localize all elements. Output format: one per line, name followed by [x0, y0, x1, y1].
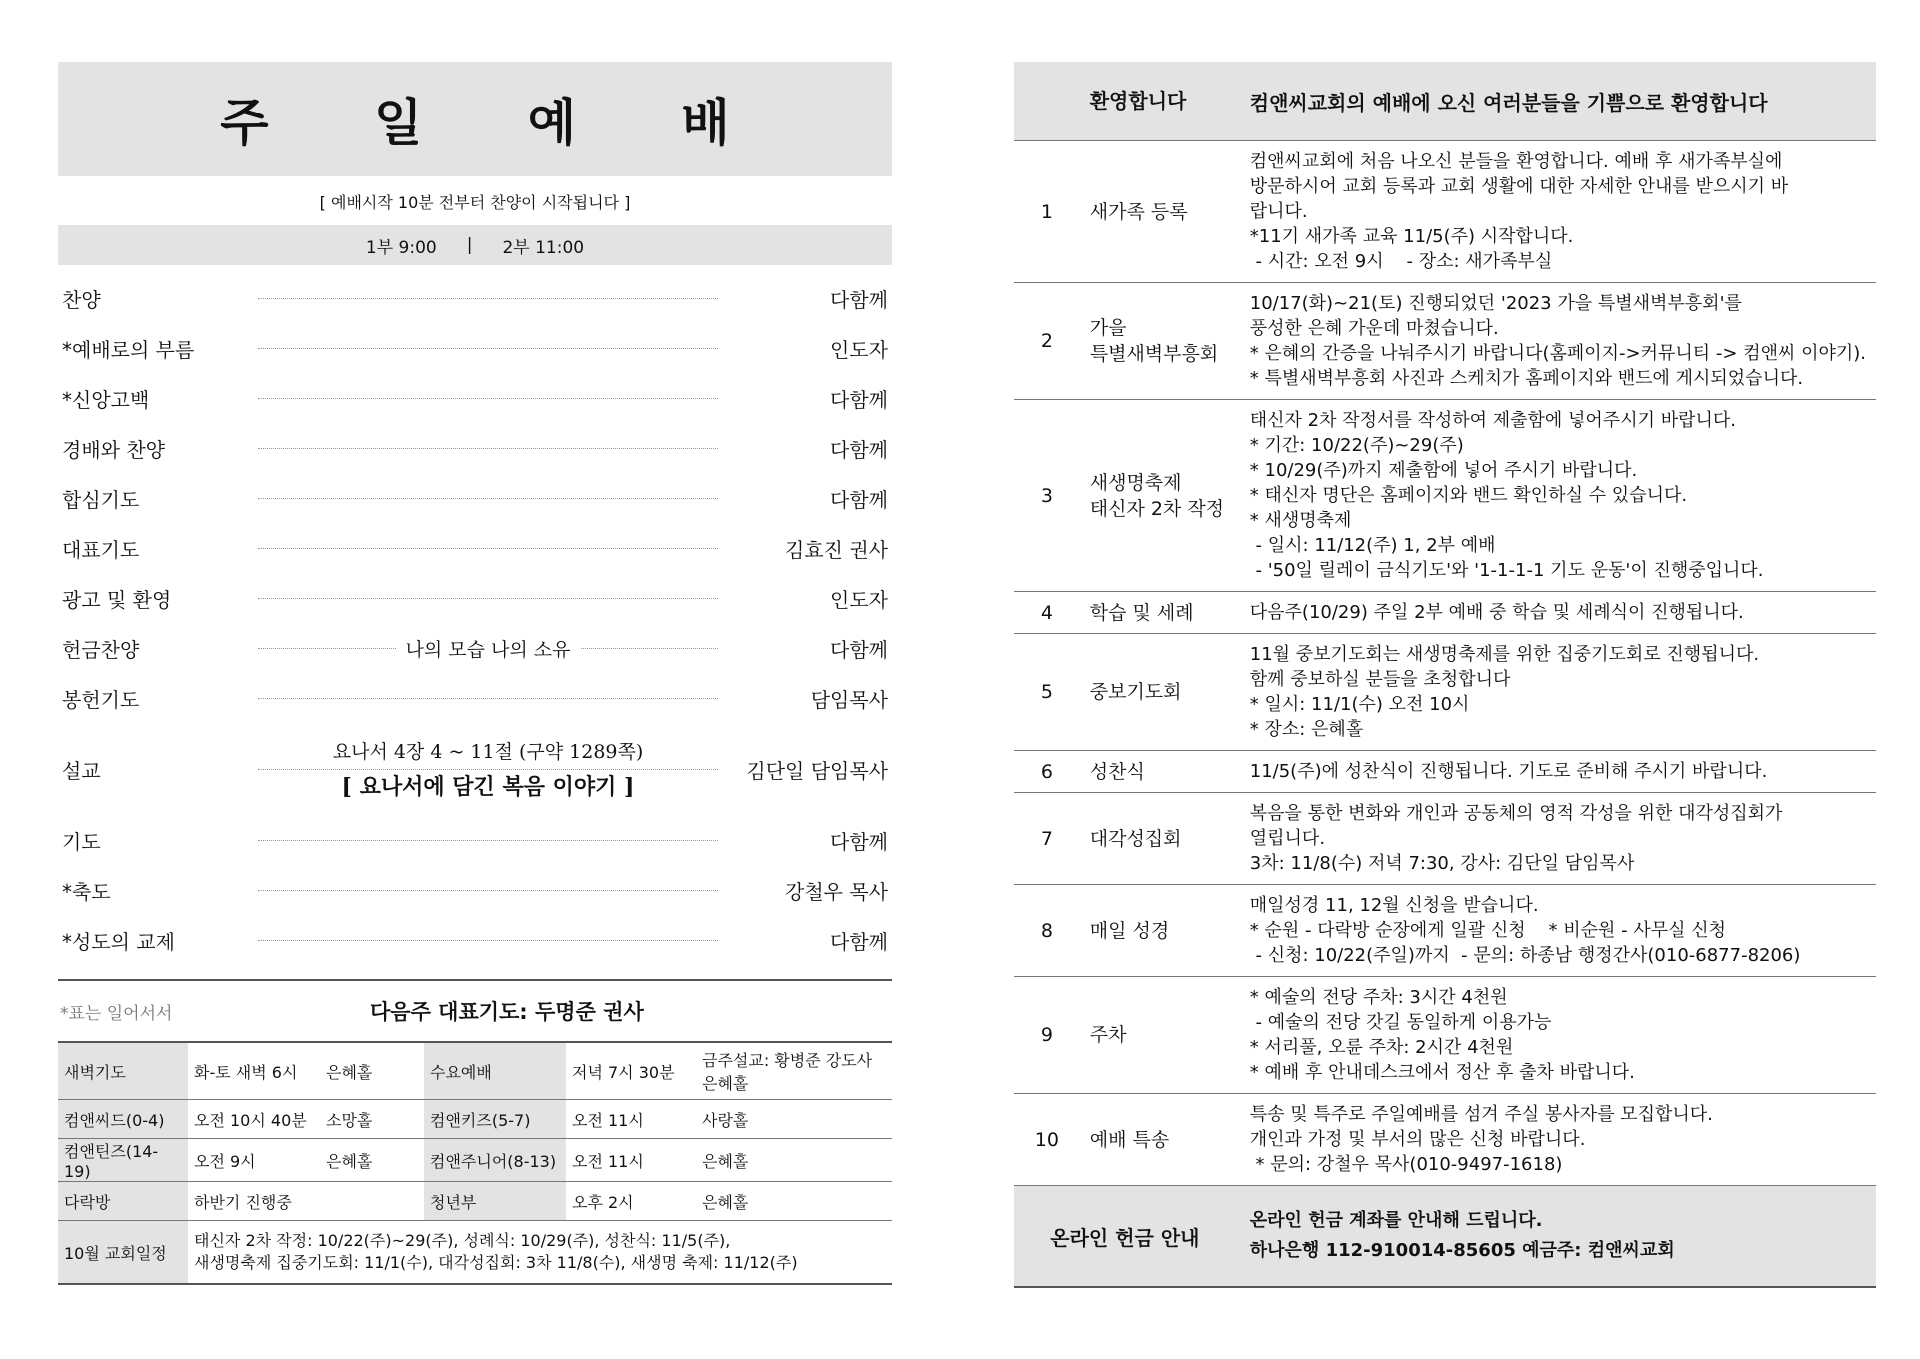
- schedule-row: [58, 1139, 892, 1182]
- announcement-row: [1014, 283, 1876, 400]
- schedule-cell: 다락방: [58, 1182, 188, 1221]
- announcement-title-line: 새가족 등록: [1089, 200, 1188, 223]
- order-item-name: *성도의 교제: [62, 929, 175, 954]
- order-item-name: 경배와 찬양: [62, 437, 165, 462]
- announcement-line: * 서리풀, 오륜 주차: 2시간 4천원: [1249, 1037, 1514, 1058]
- order-item-leader: 다함께: [830, 487, 888, 512]
- announcement-line: 10/17(화)~21(토) 진행되었던 '2023 가을 특별새벽부흥회'를: [1249, 293, 1742, 314]
- time-separator: |: [466, 235, 473, 255]
- order-item-leader: 인도자: [830, 587, 888, 612]
- service-time-1: 1부 9:00: [365, 237, 437, 258]
- order-item-leader: 인도자: [830, 337, 888, 362]
- announcement-line: *11기 새가족 교육 11/5(주) 시작합니다.: [1249, 226, 1574, 247]
- schedule-row: [58, 1182, 892, 1221]
- announcement-title: [1080, 283, 1236, 400]
- order-item-name: 헌금찬양: [62, 637, 140, 662]
- dotted-leader: [258, 915, 718, 965]
- announcement-title: [1080, 977, 1236, 1094]
- announcement-line: 11월 중보기도회는 새생명축제를 위한 집중기도회로 진행됩니다.: [1249, 644, 1760, 665]
- sermon-detail: [258, 723, 718, 815]
- announcement-title: [1080, 592, 1236, 634]
- announcement-line: - 신청: 10/22(주일)까지 - 문의: 하종남 행정간사(010-6877-8206): [1249, 945, 1801, 966]
- dotted-leader: [258, 865, 718, 915]
- order-item-leader: 다함께: [830, 387, 888, 412]
- schedule-cell: 은혜홀: [696, 1139, 892, 1182]
- announcement-body: [1236, 592, 1876, 634]
- online-offering-label: 온라인 헌금 안내: [1014, 1186, 1236, 1288]
- announcement-line: * 특별새벽부흥회 사진과 스케치가 홈페이지와 밴드에 게시되었습니다.: [1249, 368, 1804, 389]
- announcement-title-line: 새생명축제: [1089, 471, 1182, 494]
- schedule-cell: 오후 2시: [566, 1182, 696, 1221]
- schedule-cell: 사랑홀: [696, 1100, 892, 1139]
- order-item: [58, 623, 892, 673]
- welcome-message: 컴앤씨교회의 예배에 오신 여러분들을 기쁨으로 환영합니다: [1236, 62, 1876, 141]
- announcement-number: 4: [1014, 592, 1080, 634]
- order-item-leader: 다함께: [830, 437, 888, 462]
- weekly-schedule-table: [58, 1041, 892, 1285]
- announcement-body: [1236, 885, 1876, 977]
- announcements-table: [1014, 62, 1876, 1288]
- service-time-2: 2부 11:00: [502, 237, 585, 258]
- announcement-line: 다음주(10/29) 주일 2부 예배 중 학습 및 세례식이 진행됩니다.: [1249, 602, 1744, 623]
- order-item: [58, 523, 892, 573]
- schedule-cell: 컴앤주니어(8-13): [424, 1139, 566, 1182]
- dotted-leader: [258, 323, 718, 373]
- schedule-cell: 컴앤틴즈(14-19): [58, 1139, 188, 1182]
- announcement-title: [1080, 1094, 1236, 1186]
- announcement-row: [1014, 634, 1876, 751]
- sermon-label: 설교: [62, 758, 101, 783]
- dotted-leader: [258, 473, 718, 523]
- announcement-body: [1236, 977, 1876, 1094]
- announcement-line: 복음을 통한 변화와 개인과 공동체의 영적 각성을 위한 대각성집회가: [1249, 803, 1783, 824]
- announcement-row: [1014, 400, 1876, 592]
- dotted-leader: [258, 373, 718, 423]
- order-item-leader: 다함께: [830, 287, 888, 312]
- announcement-line: * 장소: 은혜홀: [1249, 719, 1364, 740]
- announcement-body: [1236, 141, 1876, 283]
- announcement-line: * 태신자 명단은 홈페이지와 밴드 확인하실 수 있습니다.: [1249, 485, 1688, 506]
- order-item: [58, 915, 892, 965]
- schedule-cell: 오전 9시: [188, 1139, 320, 1182]
- announcement-title-line: 대각성집회: [1089, 827, 1182, 850]
- welcome-label: 환영합니다: [1080, 62, 1236, 141]
- schedule-cell: 청년부: [424, 1182, 566, 1221]
- announcement-number: 7: [1014, 793, 1080, 885]
- announcement-row: [1014, 1094, 1876, 1186]
- order-item-leader: 다함께: [830, 637, 888, 662]
- order-item-name: 합심기도: [62, 487, 140, 512]
- announcements-header: [1014, 62, 1876, 141]
- announcement-title-line: 성찬식: [1089, 760, 1145, 783]
- dotted-leader: [258, 573, 718, 623]
- order-item-leader: 다함께: [830, 929, 888, 954]
- dotted-leader: [258, 623, 718, 673]
- order-item-name: 대표기도: [62, 537, 140, 562]
- dotted-leader: [258, 815, 718, 865]
- monthly-schedule-detail: [188, 1221, 892, 1285]
- worship-order-list: [58, 273, 892, 965]
- schedule-cell-line: 금주설교: 황병준 강도사: [702, 1051, 873, 1070]
- schedule-cell: 저녁 7시 30분: [566, 1042, 696, 1100]
- announcement-line: * 기간: 10/22(주)~29(주): [1249, 435, 1464, 456]
- announcement-line: 함께 중보하실 분들을 초청합니다: [1249, 669, 1511, 690]
- announcement-line: - 예술의 전당 갓길 동일하게 이용가능: [1249, 1012, 1552, 1033]
- announcement-line: 11/5(주)에 성찬식이 진행됩니다. 기도로 준비해 주시기 바랍니다.: [1249, 761, 1768, 782]
- announcement-body: [1236, 1094, 1876, 1186]
- sermon-row: [58, 723, 892, 815]
- announcement-number: 2: [1014, 283, 1080, 400]
- order-item-name: *신앙고백: [62, 387, 150, 412]
- announcement-number: 8: [1014, 885, 1080, 977]
- announcement-title: [1080, 751, 1236, 793]
- schedule-cell: 하반기 진행중: [188, 1182, 320, 1221]
- announcements-page: [1014, 62, 1876, 1288]
- announcement-body: [1236, 793, 1876, 885]
- page-title: 주 일 예 배: [220, 93, 774, 152]
- monthly-schedule-line: 새생명축제 집중기도회: 11/1(수), 대각성집회: 3차 11/8(수), 새생명 축제: 11/12(주): [194, 1253, 798, 1272]
- page-title-box: [58, 62, 892, 176]
- schedule-cell: [320, 1182, 424, 1221]
- announcement-row: [1014, 592, 1876, 634]
- announcement-title: [1080, 885, 1236, 977]
- order-item-name: *축도: [62, 879, 111, 904]
- schedule-cell: [696, 1042, 892, 1100]
- announcement-line: * 10/29(주)까지 제출함에 넣어 주시기 바랍니다.: [1249, 460, 1638, 481]
- order-item: [58, 423, 892, 473]
- announcement-title-line: 가을: [1089, 317, 1127, 339]
- next-week-prayer: 다음주 대표기도: 두명준 권사: [370, 1000, 644, 1024]
- order-item: [58, 473, 892, 523]
- announcement-row: [1014, 885, 1876, 977]
- worship-order-page: [58, 62, 892, 1285]
- announcement-line: 특송 및 특주로 주일예배를 섬겨 주실 봉사자를 모집합니다.: [1249, 1104, 1713, 1125]
- order-item: [58, 865, 892, 915]
- schedule-cell: 오전 11시: [566, 1100, 696, 1139]
- order-item-name: *예배로의 부름: [62, 337, 195, 362]
- schedule-row: [58, 1042, 892, 1100]
- schedule-cell: 은혜홀: [696, 1182, 892, 1221]
- announcement-title-line: 중보기도회: [1089, 681, 1182, 703]
- announcement-line: 태신자 2차 작정서를 작성하여 제출함에 넣어주시기 바랍니다.: [1249, 410, 1736, 431]
- bank-account: 하나은행 112-910014-85605 예금주: 컴앤씨교회: [1249, 1240, 1675, 1261]
- announcement-row: [1014, 141, 1876, 283]
- announcement-row: [1014, 977, 1876, 1094]
- monthly-schedule-label: 10월 교회일정: [58, 1221, 188, 1285]
- announcement-number: 6: [1014, 751, 1080, 793]
- online-offering-row: [1014, 1186, 1876, 1288]
- schedule-cell: 은혜홀: [320, 1139, 424, 1182]
- online-offering-line1: 온라인 헌금 계좌를 안내해 드립니다.: [1249, 1210, 1543, 1231]
- dotted-leader: [258, 523, 718, 573]
- announcement-line: * 예배 후 안내데스크에서 정산 후 출차 바랍니다.: [1249, 1062, 1635, 1083]
- order-item-detail: 나의 모습 나의 소유: [396, 635, 581, 662]
- announcement-line: * 순원 - 다락방 순장에게 일괄 신청 * 비순원 - 사무실 신청: [1249, 920, 1727, 941]
- announcement-line: - 일시: 11/12(주) 1, 2부 예배: [1249, 535, 1496, 556]
- announcement-title-line: 매일 성경: [1089, 919, 1170, 942]
- order-item-leader: 다함께: [830, 829, 888, 854]
- order-item-leader: 강철우 목사: [785, 879, 888, 904]
- announcement-title-line: 예배 특송: [1089, 1128, 1170, 1151]
- schedule-cell: 화-토 새벽 6시: [188, 1042, 320, 1100]
- announcement-line: * 새생명축제: [1249, 510, 1352, 531]
- order-item: [58, 273, 892, 323]
- service-times: [58, 225, 892, 265]
- announcement-line: 풍성한 은혜 가운데 마쳤습니다.: [1249, 318, 1499, 339]
- announcement-number: 10: [1014, 1094, 1080, 1186]
- announcement-title: [1080, 634, 1236, 751]
- announcement-title-line: 특별새벽부흥회: [1089, 343, 1219, 365]
- schedule-row: [58, 1100, 892, 1139]
- order-item-name: 봉헌기도: [62, 687, 140, 712]
- schedule-cell: 오전 10시 40분: [188, 1100, 320, 1139]
- sermon-preacher: 김단일 담임목사: [746, 758, 888, 783]
- announcement-number: 3: [1014, 400, 1080, 592]
- order-item: [58, 815, 892, 865]
- announcement-row: [1014, 751, 1876, 793]
- announcement-title-line: 학습 및 세례: [1089, 601, 1194, 624]
- announcement-body: [1236, 283, 1876, 400]
- announcement-line: 매일성경 11, 12월 신청을 받습니다.: [1249, 895, 1539, 916]
- schedule-cell-line: 은혜홀: [702, 1074, 749, 1093]
- announcement-row: [1014, 793, 1876, 885]
- order-item-name: 기도: [62, 829, 101, 854]
- dotted-leader: [258, 423, 718, 473]
- schedule-cell: 소망홀: [320, 1100, 424, 1139]
- monthly-schedule-line: 태신자 2차 작정: 10/22(주)~29(주), 성례식: 10/29(주), 성찬식: 11/5(주),: [194, 1231, 731, 1250]
- order-item: [58, 373, 892, 423]
- announcement-line: - 시간: 오전 9시 - 장소: 새가족부실: [1249, 251, 1553, 272]
- dotted-leader: [258, 273, 718, 323]
- next-week-row: [58, 981, 892, 1041]
- announcement-line: 랍니다.: [1249, 201, 1308, 222]
- online-offering-info: [1236, 1186, 1876, 1288]
- stand-note: *표는 일어서서: [60, 1003, 173, 1024]
- sermon-scripture: 요나서 4장 4 ~ 11절 (구약 1289쪽): [323, 737, 654, 764]
- order-item-name: 찬양: [62, 287, 101, 312]
- announcement-title: [1080, 400, 1236, 592]
- order-item-leader: 담임목사: [810, 687, 888, 712]
- schedule-cell: 컴앤씨드(0-4): [58, 1100, 188, 1139]
- order-item-leader: 김효진 권사: [785, 537, 888, 562]
- announcement-line: * 은혜의 간증을 나눠주시기 바랍니다(홈페이지->커뮤니티 -> 컴앤씨 이야기).: [1249, 343, 1866, 364]
- announcement-line: 방문하시어 교회 등록과 교회 생활에 대한 자세한 안내를 받으시기 바: [1249, 176, 1789, 197]
- announcement-line: - '50일 릴레이 금식기도'와 '1-1-1-1 기도 운동'이 진행중입니다.: [1249, 560, 1764, 581]
- announcement-title: [1080, 793, 1236, 885]
- order-item-name: 광고 및 환영: [62, 587, 172, 612]
- schedule-cell: 은혜홀: [320, 1042, 424, 1100]
- announcement-body: [1236, 634, 1876, 751]
- announcement-line: * 일시: 11/1(수) 오전 10시: [1249, 694, 1470, 715]
- dotted-leader: [258, 673, 718, 723]
- start-notice: [ 예배시작 10분 전부터 찬양이 시작됩니다 ]: [319, 193, 631, 212]
- sermon-title: [ 요나서에 담긴 복음 이야기 ]: [332, 770, 645, 801]
- announcement-line: * 문의: 강철우 목사(010-9497-1618): [1249, 1154, 1563, 1175]
- order-item: [58, 323, 892, 373]
- schedule-cell: 새벽기도: [58, 1042, 188, 1100]
- announcement-line: 컴앤씨교회에 처음 나오신 분들을 환영합니다. 예배 후 새가족부실에: [1249, 151, 1783, 172]
- announcement-line: 열립니다.: [1249, 828, 1326, 849]
- order-item: [58, 573, 892, 623]
- announcement-body: [1236, 751, 1876, 793]
- announcement-title-line: 태신자 2차 작정: [1089, 497, 1225, 520]
- announcement-number: 9: [1014, 977, 1080, 1094]
- announcement-number: 5: [1014, 634, 1080, 751]
- announcement-title: [1080, 141, 1236, 283]
- announcement-line: 3차: 11/8(수) 저녁 7:30, 강사: 김단일 담임목사: [1249, 853, 1635, 874]
- announcement-number: 1: [1014, 141, 1080, 283]
- announcement-line: 개인과 가정 및 부서의 많은 신청 바랍니다.: [1249, 1129, 1586, 1150]
- schedule-cell: 컴앤키즈(5-7): [424, 1100, 566, 1139]
- announcement-line: * 예술의 전당 주차: 3시간 4천원: [1249, 987, 1508, 1008]
- schedule-cell: 오전 11시: [566, 1139, 696, 1182]
- announcement-body: [1236, 400, 1876, 592]
- announcement-title-line: 주차: [1089, 1024, 1127, 1046]
- order-item: [58, 673, 892, 723]
- monthly-schedule-row: [58, 1221, 892, 1285]
- schedule-cell: 수요예배: [424, 1042, 566, 1100]
